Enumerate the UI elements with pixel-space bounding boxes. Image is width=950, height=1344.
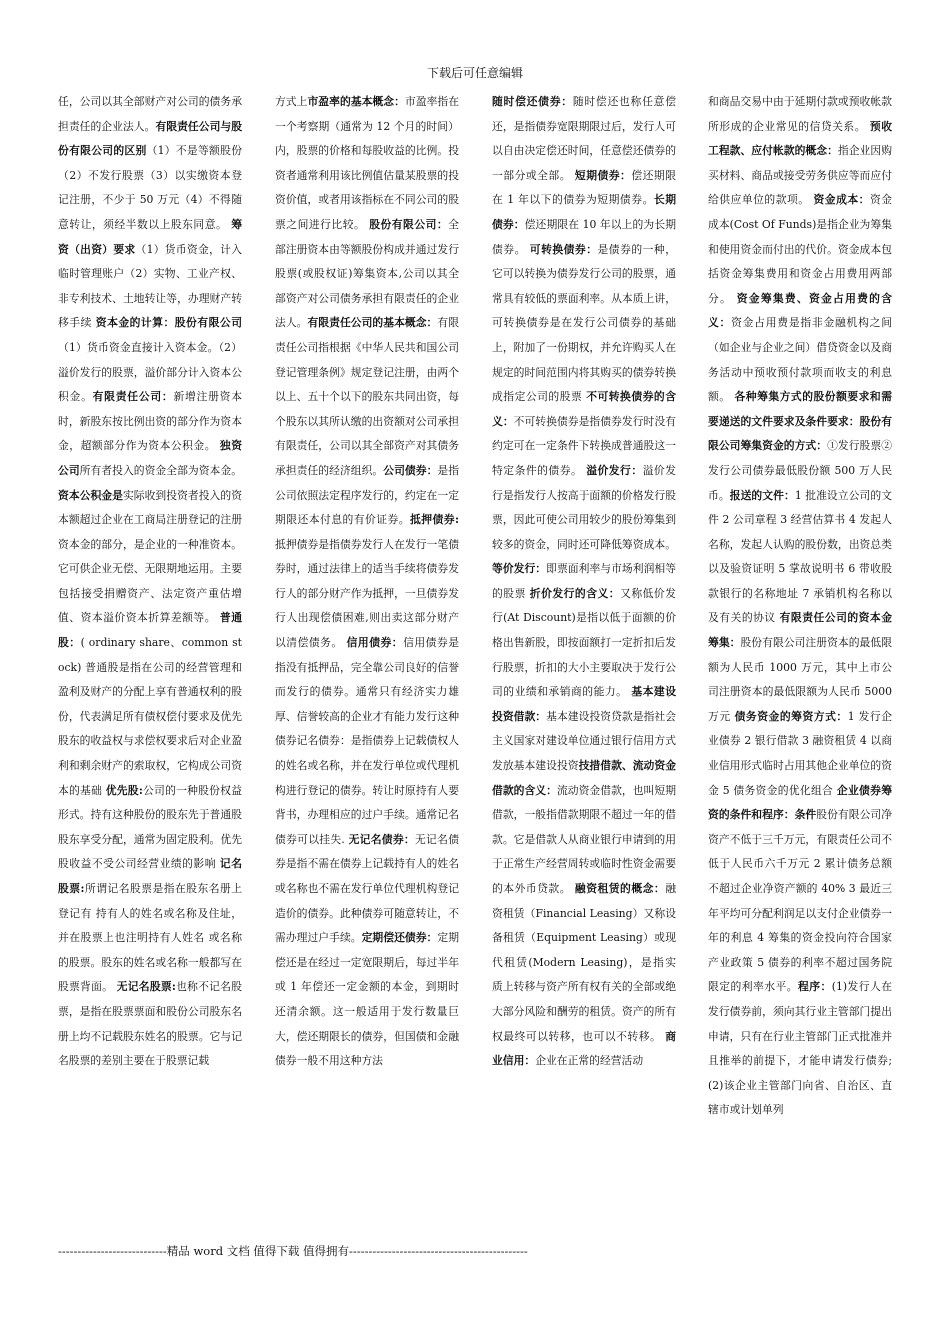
body-text: 所有者投入的资金全部为资本金。 xyxy=(79,463,243,477)
body-text: 任，公司以其全部财产对公司的债务承担责任的企业法人。 xyxy=(58,95,242,133)
body-text: 全部注册资本由等额股份构成并通过发行股票(或股权证)筹集资本,公司以其全部资产对公司债务承担有限责任的企业法人。 xyxy=(275,217,459,330)
body-text: 公司的一种股份权益形式。持有这种股份的股东先于普通股股东享受分配，通常为固定股利。优先股收益不受公司经营业绩的影响 xyxy=(58,783,243,871)
term-heading: 有限责任公司的资本金筹集： xyxy=(708,611,893,650)
body-text: 溢价发行是指发行人按高于面额的价格发行股票，因此可使公司用较少的股份筹集到较多的资金，同时还可降低筹资成本。 xyxy=(492,463,677,551)
term-heading: 有限责任公司的基本概念： xyxy=(307,316,438,330)
term-heading: 程序： xyxy=(797,980,832,994)
text-column-1 xyxy=(58,90,242,1074)
body-text: （1）不是等额股份（2）不发行股票（3）以实缴资本登记注册，不少于 50 万元（4）不得随意转让，须经半数以上股东同意。 xyxy=(58,144,242,231)
body-text: 定期偿还是在经过一定宽限期后，每过半年或 1 年偿还一定金额的本金，到期时还清余额。这一般适用于发行数量巨大，偿还期限长的债券，但国债和金融债券一般不用这种方法 xyxy=(275,931,460,1068)
term-heading: 筹资（出资）要求 xyxy=(58,217,242,256)
body-text: 资金成本(Cost Of Funds)是指企业为筹集和使用资金而付出的代价。资金成本包括资金筹集费用和资金占用费用两部分。 xyxy=(708,193,893,305)
term-heading: 股份有限公司： xyxy=(369,217,449,231)
body-text: 不可转换债券是指债券发行时没有约定可在一定条件下转换成普通股这一特定条件的债券。 xyxy=(492,414,677,477)
body-text: 流动资金借款，也叫短期借款，一般指借款期限不超过一年的借款。它是借款人从商业银行申请到的用于正常生产经营周转或临时性资金需要的本外币贷款。 xyxy=(492,783,677,895)
term-heading: 无记名股票: xyxy=(116,980,176,994)
term-heading: 资金成本： xyxy=(813,193,870,207)
body-text: ( ordinary share、common stock) 普通股是指在公司的经营管理和盈利及财产的分配上享有普通权利的股份，代表满足所有债权偿付要求及优先股东的收益权与求偿权要求后对企业盈利和剩余财产的索取权，它构成公司资本的基础 xyxy=(58,636,243,797)
body-text: 随时偿还也称任意偿还，是指债券宽限期限过后，发行人可以自由决定偿还时间，任意偿还债券的一部分或全部。 xyxy=(492,95,676,182)
term-heading: 技措借款、流动资金借款的含义： xyxy=(492,759,677,797)
term-heading: 短期债券： xyxy=(574,168,632,182)
body-text: 指企业因购买材料、商品或接受劳务供应等而应付给供应单位的款项。 xyxy=(708,144,893,207)
body-text: 股份有限公司注册资本的最低限额为人民币 1000 万元，其中上市公司注册资本的最低限额为人民币 5000 万元 xyxy=(708,636,893,723)
text-column-3 xyxy=(492,90,676,1074)
text-column-4 xyxy=(708,90,892,1123)
term-heading: 折价发行的含义： xyxy=(529,586,621,600)
body-text: 资金占用费是指非金融机构之间（如企业与企业之间）借贷资金以及商务活动中预收预付款项而收支的利息额。 xyxy=(708,316,892,404)
term-heading: 各种筹集方式的股份额要求和需要递送的文件要求及条件要求：股份有限公司筹集资金的方式： xyxy=(708,390,893,453)
body-text: 偿还期限在 10 年以上的为长期债券。 xyxy=(492,217,677,256)
body-text: (1)发行人在发行债券前，须向其行业主管部门提出申请，只有在行业主管部门正式批准并且推举的前提下，才能申请发行债券;(2)该企业主管部门向省、自治区、直辖市或计划单列 xyxy=(708,980,893,1117)
term-heading: 有限责任公司： xyxy=(92,390,174,404)
term-heading: 债务资金的筹资方式： xyxy=(734,709,848,723)
term-heading: 报送的文件： xyxy=(729,488,795,502)
term-heading: 普通股： xyxy=(58,611,243,650)
body-text: （1）货币资金直接计入资本金。（2）溢价发行的股票，溢价部分计入资本公积金。 xyxy=(58,340,242,404)
body-text: 实际收到投资者投入的资本额超过企业在工商局注册登记的注册资本金的部分，是企业的一种准资本。它可供企业无偿、无限期地运用。主要包括接受捐赠资产、法定资产重估增值、资本溢价资本折算差额等。 xyxy=(58,488,243,625)
term-heading: 市盈率的基本概念： xyxy=(307,95,405,108)
body-text: 所谓记名股票是指在股东名册上登记有 持有人的姓名或名称及住址，并在股票上也注明持有人姓名 或名称的股票。股东的姓名或名称一般都写在股票背面。 xyxy=(58,882,242,994)
term-heading: 溢价发行： xyxy=(586,463,643,477)
term-heading: 长期债券： xyxy=(492,193,677,231)
body-text: 股份有限公司净资产不低于三千万元，有限责任公司不低于人民币六千万元 2 累计债务总额不超过企业净资产额的 40% 3 最近三年平均可分配利润足以支付企业债券一年的利息 4 筹集的资金投向符合国家产业政策 5 债券的利率不超过国务院限定的利率水平。 xyxy=(708,808,893,994)
body-text: 1 批准设立公司的文件 2 公司章程 3 经营估算书 4 发起人名称，发起人认购的股份数，出资总类以及验资证明 5 掌故说明书 6 带收股款银行的名称地址 7 承销机构名称以及有关的协议 xyxy=(708,488,893,625)
body-text: 和商品交易中由于延期付款或预收帐款所形成的企业常见的信贷关系。 xyxy=(708,95,892,133)
term-heading: 随时偿还债券： xyxy=(492,95,573,108)
term-heading: 基本建设投资借款： xyxy=(492,685,676,723)
body-text: 融资租赁（Financial Leasing）又称设备租赁（Equipment Leasing）或现代租赁(Modern Leasing)，是指实质上转移与资产所有权有关的全部或绝大部分风险和酬劳的租赁。资产的所有权最终可以转移，也可以不转移。 xyxy=(492,882,676,1043)
body-text: 方式上 xyxy=(275,95,308,108)
body-text: 也称不记名股票，是指在股票票面和股份公司股东名册上均不记载股东姓名的股票。它与记名股票的差别主要在于股票记载 xyxy=(58,980,242,1068)
term-heading: 企业债券筹资的条件和程序：条件 xyxy=(708,783,893,822)
body-text: 1 发行企业债券 2 银行借款 3 融资租赁 4 以商业信用形式临时占用其他企业单位的资金 5 债务资金的优化组合 xyxy=(708,709,892,797)
term-heading: 独资公司 xyxy=(58,439,243,477)
body-text: 市盈率指在一个考察期（通常为 12 个月的时间）内，股票的价格和每股收益的比例。投资者通常利用该比例值估量某股票的投资价值，或者用该指标在不同公司的股票之间进行比较。 xyxy=(275,95,460,231)
body-text: 是指公司依照法定程序发行的，约定在一定期限还本付息的有价证券。 xyxy=(275,463,460,527)
term-heading: 资金筹集费、资金占用费的含义： xyxy=(708,291,892,330)
body-text: ①发行股票②发行公司债券最低股份额 500 万人民币。 xyxy=(708,439,893,502)
body-text: 是债券的一种，它可以转换为债券发行公司的股票，通常具有较低的票面利率。从本质上讲，可转换债券是在发行公司债券的基础上，附加了一份期权，并允许购买人在规定的时间范围内将其购买的债券转换成指定公司的股票 xyxy=(492,242,677,404)
body-text: 抵押债券是指债券发行人在发行一笔债券时，通过法律上的适当手续将债券发行人的部分财产作为抵押，一旦债券发行人出现偿债困难,则出卖这部分财产以清偿债务。 xyxy=(275,537,459,650)
body-text: （1）货币资金，计入临时管理账户（2）实物、工业产权、非专利技术、土地转让等，办理财产转移手续 xyxy=(58,242,243,330)
page-footer: ----------------------------精品 word 文档 值得下载 值得拥有---------------------------------------------- xyxy=(58,1244,528,1258)
term-heading: 抵押债券: xyxy=(410,513,459,527)
body-text: 信用债券是指没有抵押品，完全靠公司良好的信誉而发行的债券。通常只有经济实力雄厚、信誉较高的企业才有能力发行这种债券记名债券：是指债券上记载债权人的姓名或名称，并在发行单位或代理机构进行登记的债券。转让时原持有人要背书，办理相应的过户手续。通常记名债券可以挂失. xyxy=(275,636,460,846)
body-text: 企业在正常的经营活动 xyxy=(535,1054,644,1068)
term-heading: 优先股: xyxy=(105,783,143,797)
term-heading: 定期偿还债券： xyxy=(361,931,438,945)
page-header: 下载后可任意编辑 xyxy=(426,66,523,80)
term-heading: 商业信用： xyxy=(492,1029,676,1068)
term-heading: 无记名债券： xyxy=(348,832,415,846)
body-text: 无记名债券是指不需在债券上记载持有人的姓名或名称也不需在发行单位代理机构登记造价的债券。此种债券可随意转让，不需办理过户手续。 xyxy=(275,832,459,945)
body-text: 又称低价发行(At Discount)是指以低于面额的价格出售新股，即按面额打一定折扣后发行股票，折扣的大小主要取决于发行公司的业绩和承销商的能力。 xyxy=(492,586,676,699)
term-heading: 信用债券： xyxy=(346,636,404,650)
body-text: 即票面利率与市场利润相等的股票 xyxy=(492,562,677,600)
text-column-2 xyxy=(275,90,459,1074)
term-heading: 公司债券： xyxy=(383,463,438,477)
term-heading: 记名股票: xyxy=(58,857,243,895)
term-heading: 不可转换债券的含义： xyxy=(492,390,676,428)
term-heading: 有限责任公司与股份有限公司的区别 xyxy=(58,119,243,158)
body-text: 偿还期限在 1 年以下的债券为短期债券。 xyxy=(492,168,677,207)
body-text: 有限责任公司指根据《中华人民共和国公司登记管理条例》规定登记注册，由两个以上、五十个以下的股东共同出资，每个股东以其所认缴的出资额对公司承担有限责任，公司以其全部资产对其债务承担责任的经济组织。 xyxy=(275,316,460,477)
term-heading: 可转换债券： xyxy=(529,242,598,256)
term-heading: 资本公积金是 xyxy=(58,488,123,502)
term-heading: 融资租赁的概念： xyxy=(574,882,666,895)
term-heading: 预收工程款、应付帐款的概念： xyxy=(708,119,893,158)
body-text: 新增注册资本时，新股东按比例出资的部分作为资本金，超额部分作为资本公积金。 xyxy=(58,390,242,453)
term-heading: 资本金的计算：股份有限公司 xyxy=(95,316,242,330)
body-text: 基本建设投资贷款是指社会主义国家对建设单位通过银行信用方式发放基本建设投资 xyxy=(492,709,677,773)
term-heading: 等价发行： xyxy=(492,562,547,576)
